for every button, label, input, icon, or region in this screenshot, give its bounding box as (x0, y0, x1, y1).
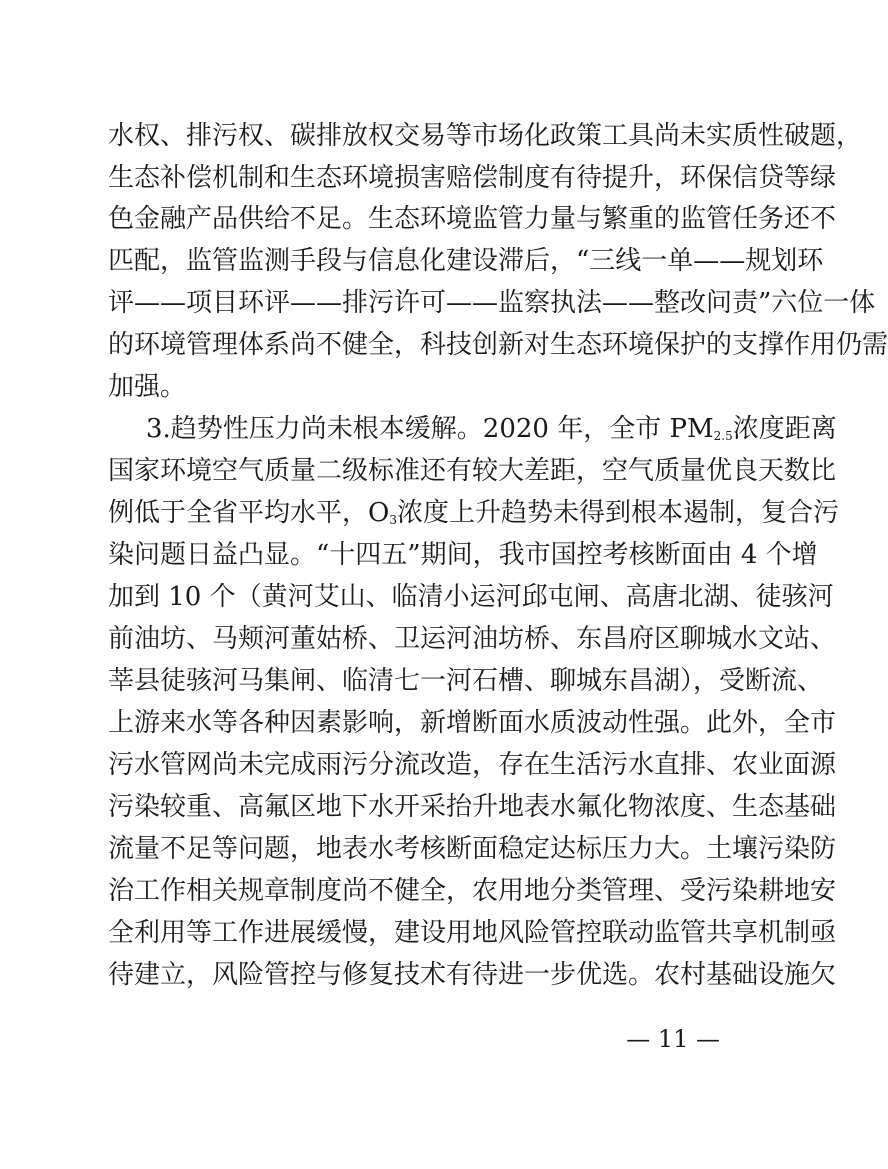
text-segment: 浓度上升趋势未得到根本遏制，复合污 (396, 498, 839, 528)
text-line: 流量不足等问题，地表水考核断面稳定达标压力大。土壤污染防 (108, 834, 837, 864)
text-line: 上游来水等各种因素影响，新增断面水质波动性强。此外，全市 (108, 708, 837, 738)
text-segment: 浓度距离 (732, 414, 837, 444)
text-line: 污水管网尚未完成雨污分流改造，存在生活污水直排、农业面源 (108, 750, 837, 780)
text-line: 匹配，监管监测手段与信息化建设滞后，“三线一单——规划环 (108, 246, 824, 276)
text-line: 染问题日益凸显。“十四五”期间，我市国控考核断面由 4 个增 (108, 540, 818, 570)
text-line: 待建立，风险管控与修复技术有待进一步优选。农村基础设施欠 (108, 960, 837, 990)
text-line: 治工作相关规章制度尚不健全，农用地分类管理、受污染耕地安 (108, 876, 837, 906)
text-line: 加强。 (108, 372, 187, 402)
subscript: 3 (389, 513, 397, 527)
text-line: 前油坊、马颊河董姑桥、卫运河油坊桥、东昌府区聊城水文站、 (108, 624, 837, 654)
text-line: 污染较重、高氟区地下水开采抬升地表水氟化物浓度、生态基础 (108, 792, 837, 822)
text-line: 加到 10 个（黄河艾山、临清小运河邱屯闸、高唐北湖、徒骇河 (108, 582, 834, 612)
text-line-with-subscript (108, 497, 839, 529)
text-line: 评——项目环评——排污许可——监察执法——整改问责”六位一体 (108, 288, 876, 318)
text-line: 全利用等工作进展缓慢，建设用地风险管控联动监管共享机制亟 (108, 918, 837, 948)
text-segment: 3.趋势性压力尚未根本缓解。2020 年，全市 PM (146, 414, 714, 444)
text-line: 色金融产品供给不足。生态环境监管力量与繁重的监管任务还不 (108, 204, 837, 234)
text-line: 的环境管理体系尚不健全，科技创新对生态环境保护的支撑作用仍需 (108, 330, 888, 360)
page-number: — 11 — (626, 1025, 720, 1053)
text-line: 生态补偿机制和生态环境损害赔偿制度有待提升，环保信贷等绿 (108, 163, 837, 193)
text-line-with-subscript (146, 413, 837, 445)
text-line: 国家环境空气质量二级标准还有较大差距，空气质量优良天数比 (108, 456, 837, 486)
text-segment: 例低于全省平均水平，O (108, 498, 390, 528)
text-line: 水权、排污权、碳排放权交易等市场化政策工具尚未实质性破题， (108, 121, 863, 151)
subscript: 2.5 (713, 429, 733, 443)
text-line: 莘县徒骇河马集闸、临清七一河石槽、聊城东昌湖），受断流、 (108, 666, 824, 696)
